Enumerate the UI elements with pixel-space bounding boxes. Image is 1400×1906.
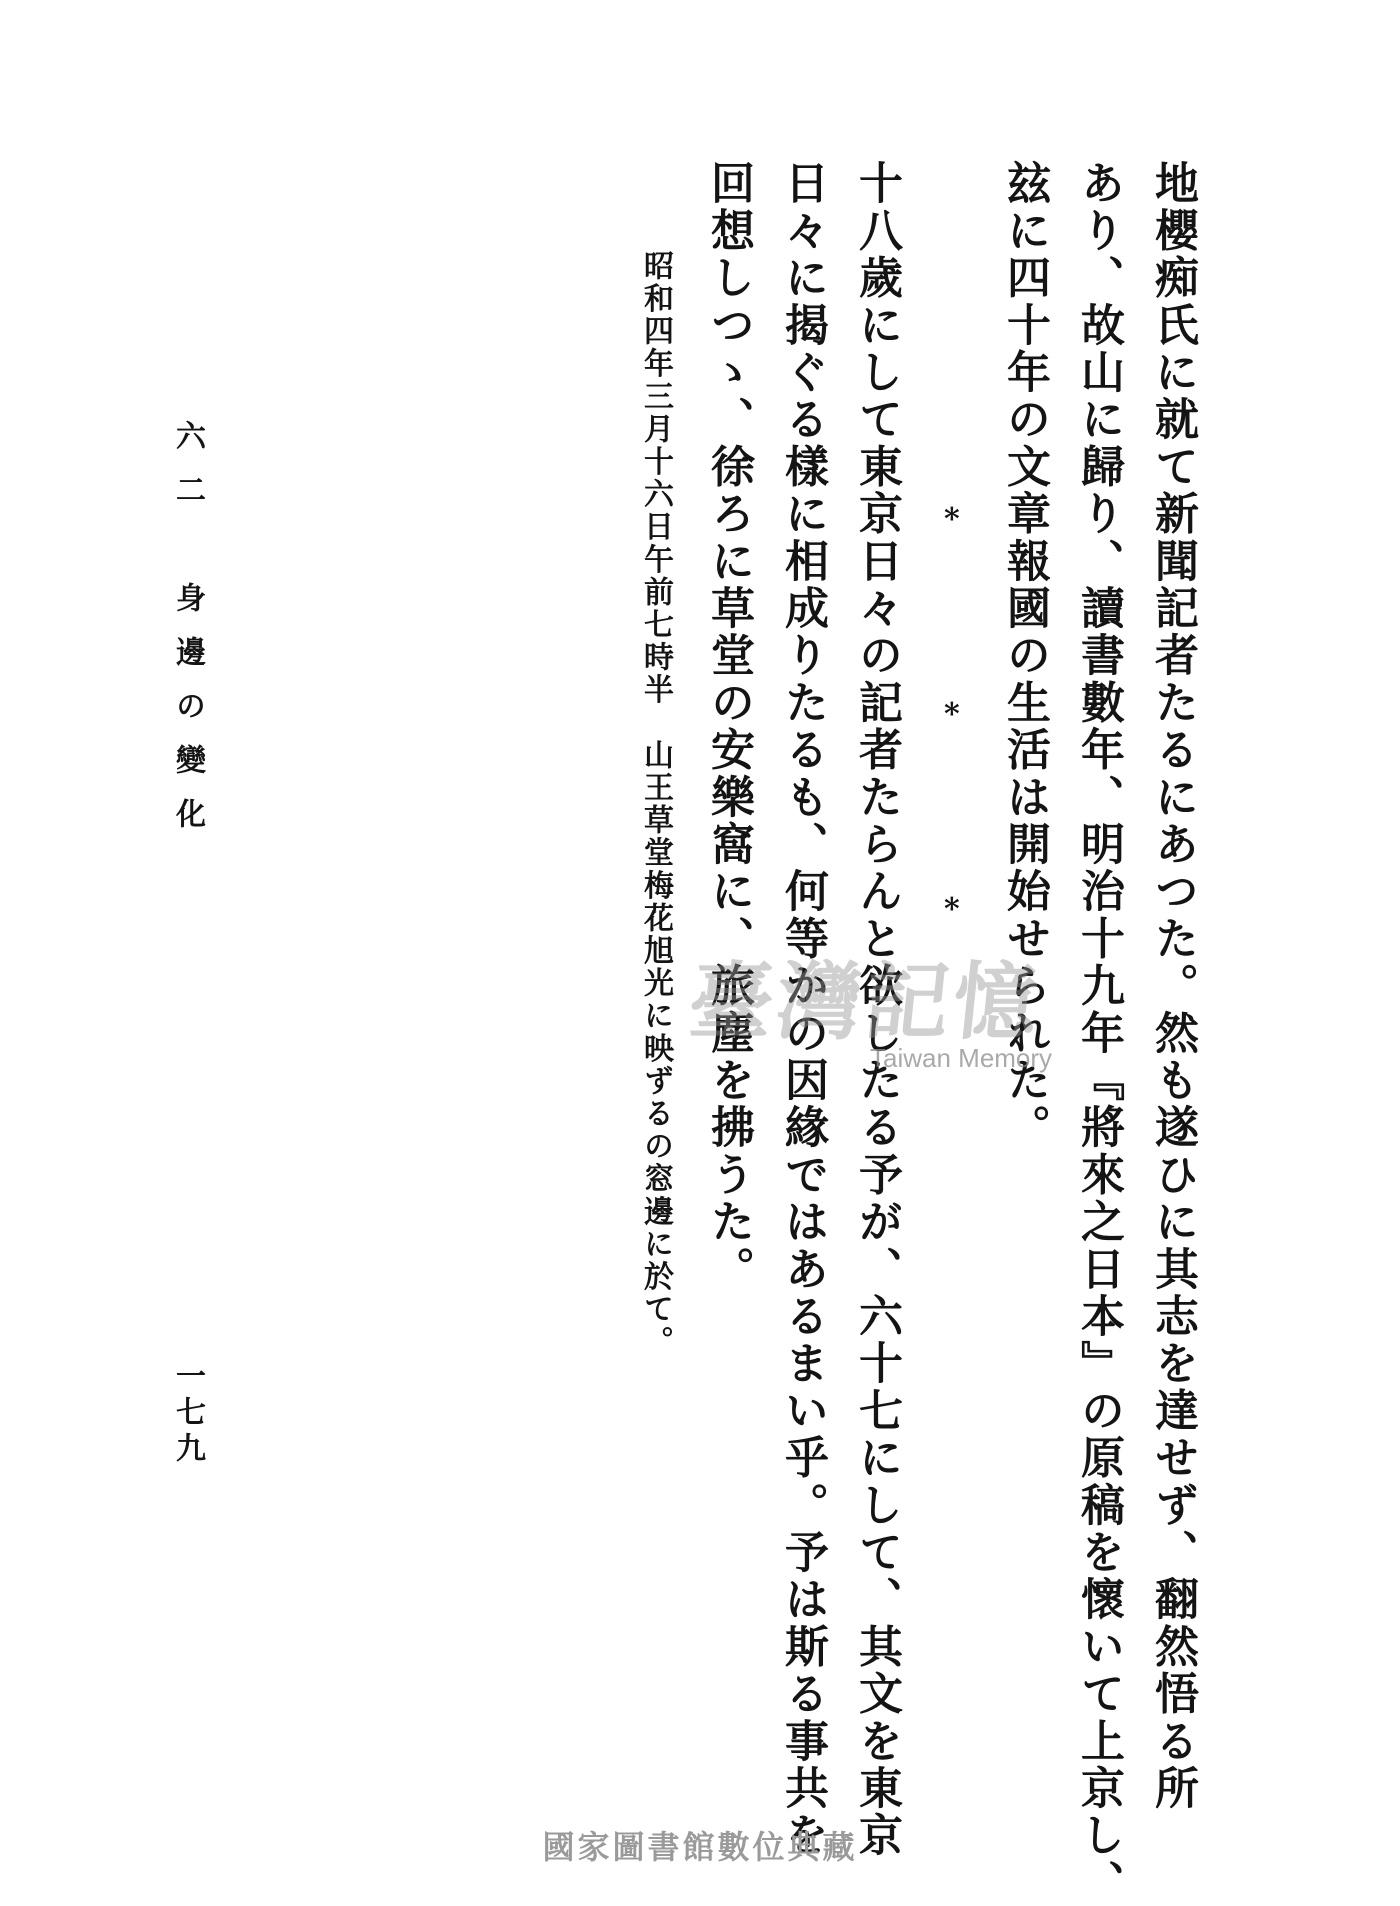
- body-line-1: 地櫻痴氏に就て新聞記者たるにあつた。然も遂ひに其志を達せず、翻然悟る所: [1147, 160, 1198, 1812]
- separator-asterisk: *: [944, 502, 960, 537]
- footer-credit: 國家圖書館數位典藏: [542, 1828, 858, 1866]
- page-number: 一七九: [170, 1360, 205, 1468]
- body-line-2: あり、故山に歸り、讀書數年、明治十九年『將來之日本』の原稿を懷いて上京し、: [1073, 160, 1124, 1906]
- separator-asterisk: *: [944, 697, 960, 732]
- body-line-6: 回想しつゝ、徐ろに草堂の安樂窩に、旅塵を拂うた。: [703, 160, 754, 1293]
- running-header: 六二 身邊の變化: [170, 420, 205, 852]
- watermark-chars: 臺灣記憶: [684, 952, 1047, 1051]
- date-place-line: 昭和四年三月十六日午前七時半 山王草堂梅花旭光に映ずるの窓邊に於て。: [638, 250, 673, 1359]
- body-line-5: 日々に揭ぐる樣に相成りたるも、何等かの因緣ではあるまい乎。予は斯る事共を: [777, 160, 828, 1860]
- body-line-3: 玆に四十年の文章報國の生活は開始せられた。: [999, 160, 1050, 1152]
- separator-asterisk: *: [944, 892, 960, 927]
- body-line-4: 十八歲にして東京日々の記者たらんと欲したる予が、六十七にして、其文を東京: [851, 160, 902, 1860]
- watermark-latin: Taiwan Memory: [870, 1043, 1053, 1073]
